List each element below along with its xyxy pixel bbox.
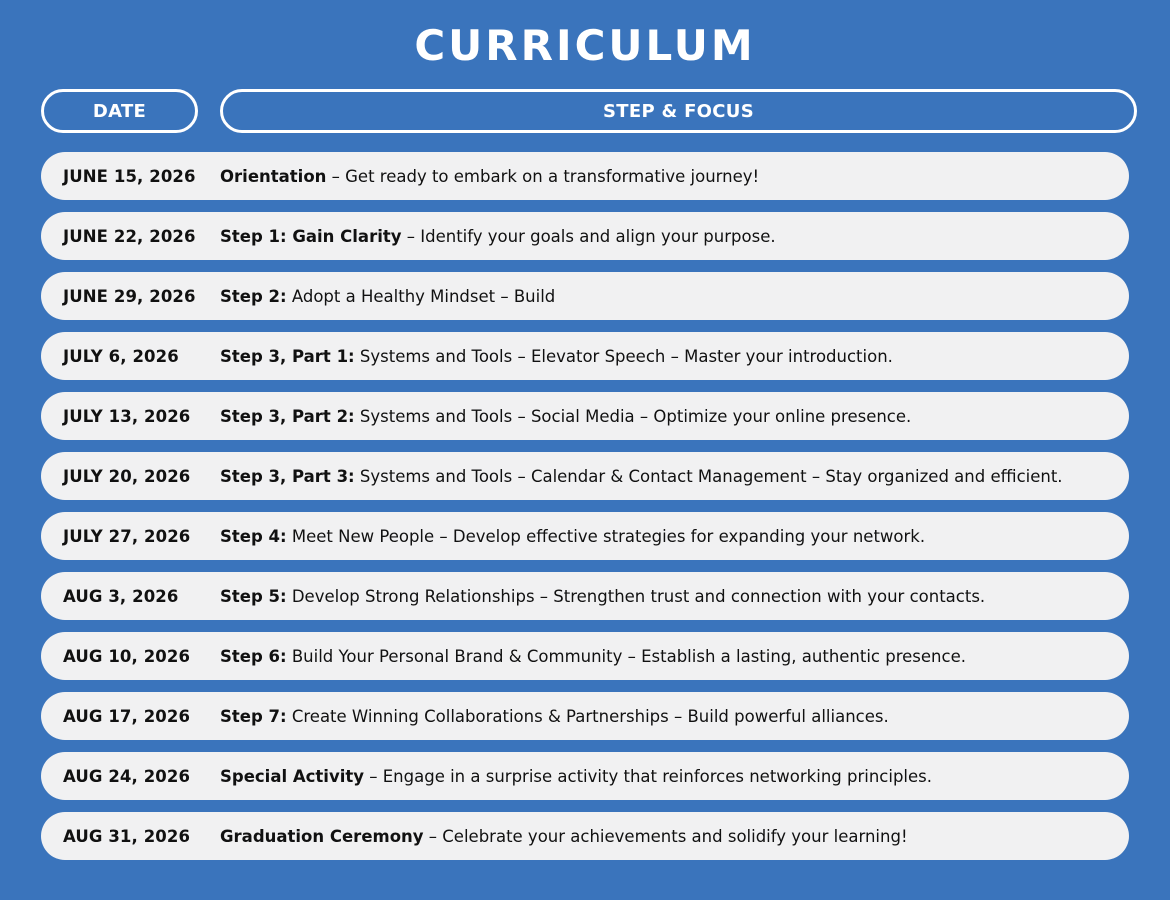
row-date: JULY 20, 2026: [63, 466, 191, 486]
row-focus: [220, 707, 1129, 726]
curriculum-row: [41, 272, 1129, 320]
row-focus-description: Create Winning Collaborations & Partnerships – Build powerful alliances.: [286, 706, 889, 726]
curriculum-row: [41, 572, 1129, 620]
row-focus-description: – Get ready to embark on a transformative journey!: [326, 166, 760, 186]
page-title: CURRICULUM: [414, 21, 756, 70]
row-date: AUG 24, 2026: [63, 766, 191, 786]
row-focus-title: Step 1: Gain Clarity: [220, 226, 402, 246]
row-focus-description: Meet New People – Develop effective strategies for expanding your network.: [286, 526, 926, 546]
curriculum-row: [41, 512, 1129, 560]
curriculum-row: [41, 152, 1129, 200]
curriculum-row: [41, 212, 1129, 260]
row-date: AUG 10, 2026: [63, 646, 191, 666]
row-date: JUNE 22, 2026: [63, 226, 196, 246]
row-focus: [220, 167, 1129, 186]
curriculum-row: [41, 392, 1129, 440]
row-focus-description: – Engage in a surprise activity that reinforces networking principles.: [364, 766, 933, 786]
row-focus: [220, 227, 1129, 246]
curriculum-row: [41, 632, 1129, 680]
row-focus-description: Build Your Personal Brand & Community – Establish a lasting, authentic presence.: [286, 646, 966, 666]
row-date: JUNE 29, 2026: [63, 286, 196, 306]
row-focus-description: – Celebrate your achievements and solidify your learning!: [423, 826, 908, 846]
row-focus: [220, 827, 1129, 846]
row-focus-title: Graduation Ceremony: [220, 826, 424, 846]
row-focus-description: Systems and Tools – Elevator Speech – Master your introduction.: [354, 346, 893, 366]
row-date: AUG 17, 2026: [63, 706, 191, 726]
row-focus: [220, 467, 1129, 486]
curriculum-row: [41, 332, 1129, 380]
curriculum-list: [41, 152, 1129, 872]
row-focus: [220, 767, 1129, 786]
row-focus-title: Step 3, Part 2:: [220, 406, 355, 426]
curriculum-row: [41, 752, 1129, 800]
row-date: JULY 13, 2026: [63, 406, 191, 426]
row-focus-title: Step 7:: [220, 706, 287, 726]
row-focus-description: – Identify your goals and align your purpose.: [401, 226, 776, 246]
curriculum-row: [41, 452, 1129, 500]
row-focus-title: Step 4:: [220, 526, 287, 546]
row-focus: [220, 527, 1129, 546]
row-focus: [220, 587, 1129, 606]
row-focus-description: Systems and Tools – Calendar & Contact Management – Stay organized and efficient.: [354, 466, 1063, 486]
step-focus-column-header: STEP & FOCUS: [220, 89, 1137, 133]
row-focus-title: Step 3, Part 3:: [220, 466, 355, 486]
row-focus-title: Orientation: [220, 166, 327, 186]
row-date: AUG 3, 2026: [63, 586, 179, 606]
row-focus-title: Step 5:: [220, 586, 287, 606]
row-focus: [220, 407, 1129, 426]
row-date: AUG 31, 2026: [63, 826, 191, 846]
row-focus-title: Step 3, Part 1:: [220, 346, 355, 366]
row-focus-description: Develop Strong Relationships – Strengthen trust and connection with your contacts.: [286, 586, 986, 606]
row-focus-title: Step 2:: [220, 286, 287, 306]
curriculum-row: [41, 692, 1129, 740]
row-focus: [220, 287, 1129, 306]
row-date: JUNE 15, 2026: [63, 166, 196, 186]
row-focus-title: Step 6:: [220, 646, 287, 666]
row-focus: [220, 647, 1129, 666]
curriculum-row: [41, 812, 1129, 860]
row-date: JULY 6, 2026: [63, 346, 179, 366]
date-column-header: DATE: [41, 89, 198, 133]
row-focus-description: Adopt a Healthy Mindset – Build: [286, 286, 556, 306]
row-focus-title: Special Activity: [220, 766, 365, 786]
row-focus: [220, 347, 1129, 366]
row-focus-description: Systems and Tools – Social Media – Optimize your online presence.: [354, 406, 912, 426]
row-date: JULY 27, 2026: [63, 526, 191, 546]
